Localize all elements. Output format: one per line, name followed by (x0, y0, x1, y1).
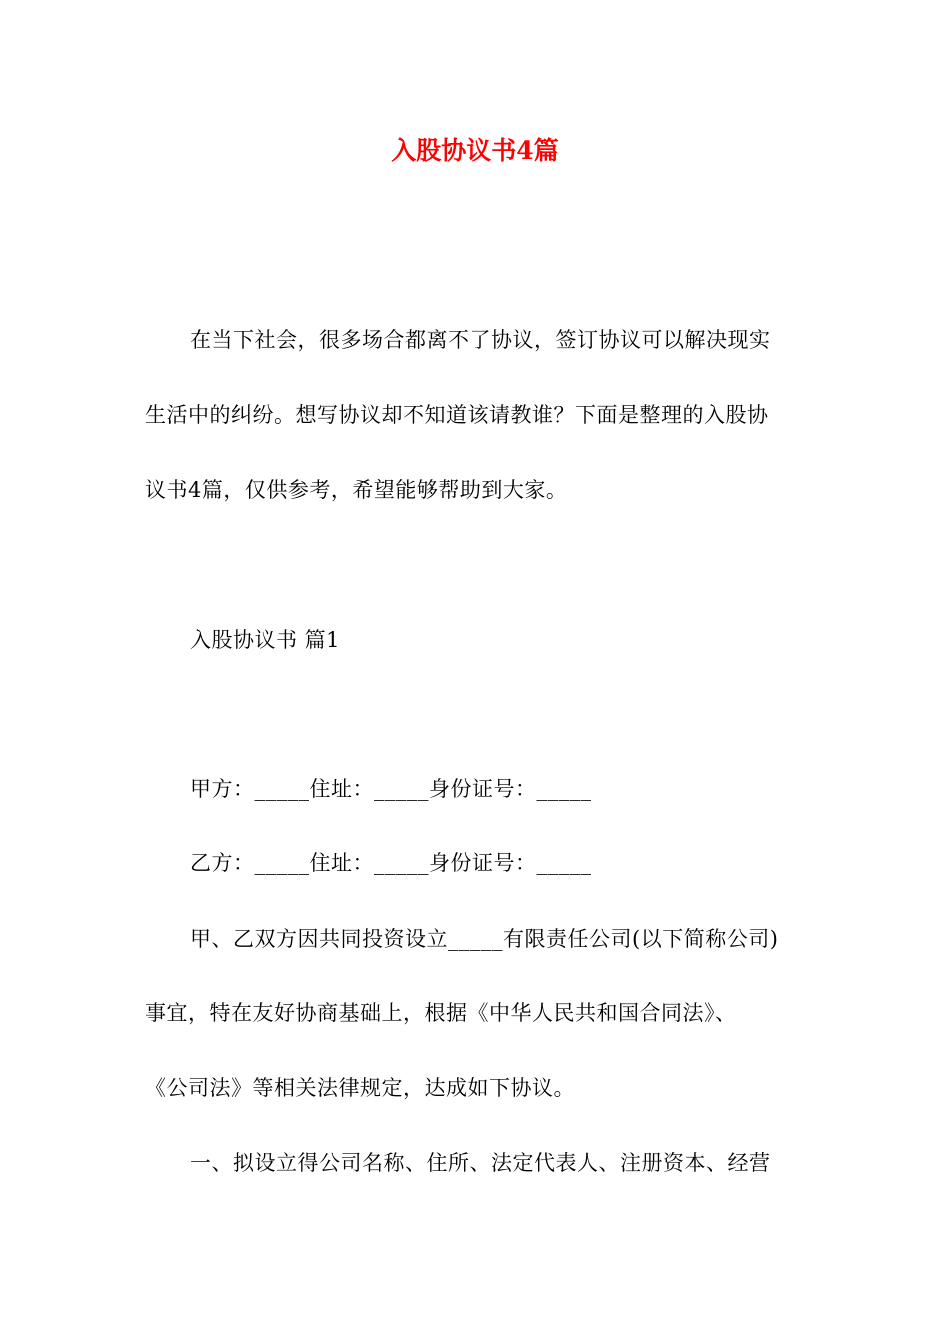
intro-line-1: 在当下社会，很多场合都离不了协议，签订协议可以解决现实 (190, 328, 771, 352)
preamble-line-2: 事宜，特在友好协商基础上，根据《中华人民共和国合同法》、 (145, 1001, 737, 1025)
document-title: 入股协议书4篇 (391, 136, 559, 165)
intro-line-3: 议书4篇，仅供参考，希望能够帮助到大家。 (145, 478, 568, 502)
clause-1-line: 一、拟设立得公司名称、住所、法定代表人、注册资本、经营 (190, 1151, 771, 1175)
party-b-line: 乙方：_____住址：_____身份证号：_____ (190, 851, 592, 875)
preamble-line-3: 《公司法》等相关法律规定，达成如下协议。 (145, 1076, 575, 1100)
section-heading: 入股协议书 篇1 (190, 628, 341, 652)
intro-line-2: 生活中的纠纷。想写协议却不知道该请教谁？下面是整理的入股协 (145, 403, 769, 427)
party-a-line: 甲方：_____住址：_____身份证号：_____ (190, 777, 592, 801)
preamble-line-1: 甲、乙双方因共同投资设立_____有限责任公司(以下简称公司) (190, 927, 779, 951)
